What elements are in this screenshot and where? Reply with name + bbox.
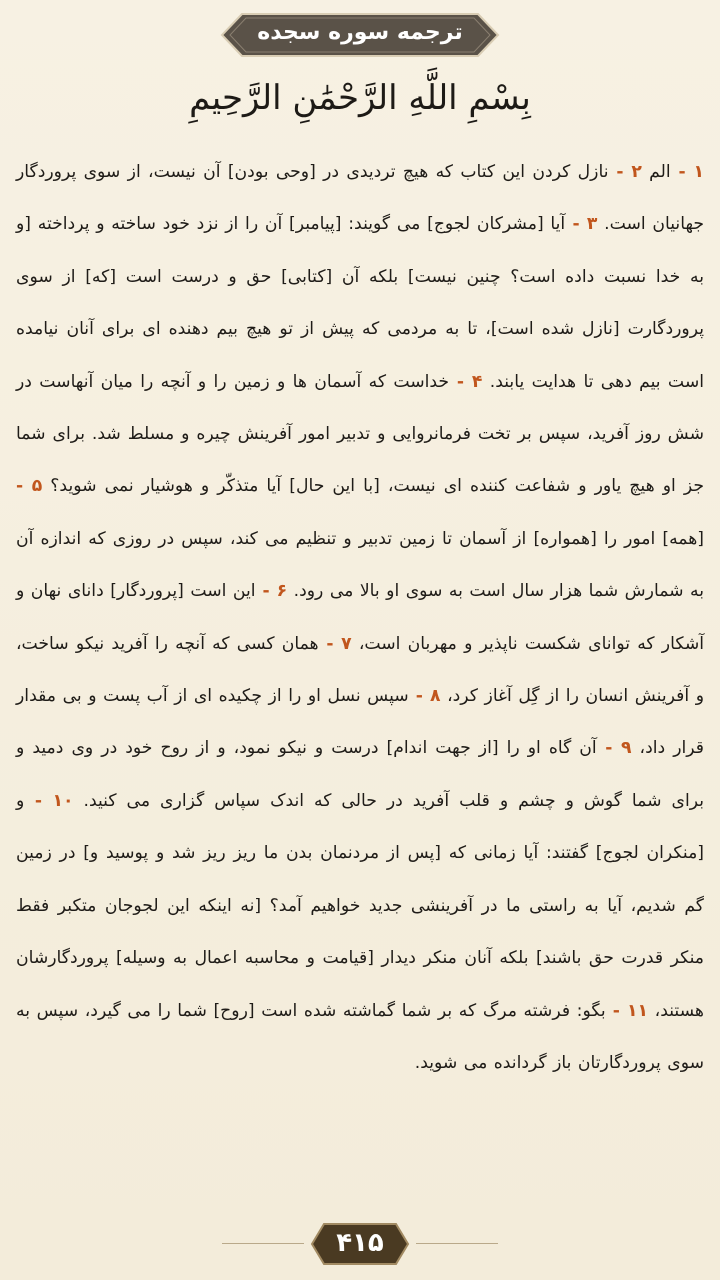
surah-title: ترجمه سوره سجده	[257, 20, 463, 45]
verse-text: آیا [مشرکان لجوج] می گویند: [پیامبر] آن را از نزد خود ساخته و پرداخته [و به خدا نسبت داده است؟ چنین نیست] بلکه آن [کتابی] حق و درست است [که] از سوی پروردگارت [نازل شده است]، تا به مردمی که پیش از تو هیچ بیم دهنده ای برای آنان نیامده است بیم دهی تا هدایت یابند.	[16, 214, 704, 392]
verse-number: ۱۰ -	[24, 790, 74, 811]
page-number: ۴۱۵	[336, 1228, 384, 1258]
verse-number: ۴ -	[449, 371, 483, 392]
verse-text: سپس نسل او را از چکیده ای از آب پست و بی مقدار قرار داد،	[16, 686, 704, 759]
verse-number: ۵ -	[16, 476, 43, 497]
verse-text: و [منکران لجوج] گفتند: آیا زمانی که [پس از مردنمان بدن ما ریز ریز شد و پوسید و] در زمین گم شدیم، آیا به راستی ما در آفرینشی جدید خواهیم آمد؟ [نه اینکه این لجوجان متکبر فقط منکر قدرت حق باشند] بلکه آنان منکر دیدار [قیامت و محاسبه اعمال به وسیله] پروردگارشان هستند،	[16, 790, 704, 1021]
verse-number: ۱ -	[670, 162, 704, 182]
verse-text: آن گاه او را [از جهت اندام] درست و نیکو نمود، و از روح خود در وی دمید و برای شما گوش و چشم و قلب آفرید در حالی که اندک سپاس گزاری می کنید.	[16, 738, 704, 811]
verse-number: ۶ -	[255, 581, 288, 602]
verse-text: [همه] امور را [همواره] از آسمان تا زمین تدبیر و تنظیم می کند، سپس در روزی که اندازه آن به شمارش شما هزار سال است به سوی او بالا می رود.	[16, 528, 705, 602]
footer-line-right	[416, 1243, 498, 1244]
surah-title-banner	[220, 12, 500, 58]
verse-text: این است [پروردگار] دانای نهان و آشکار که توانای شکست ناپذیر و مهربان است،	[16, 581, 704, 654]
verse-number: ۳ -	[565, 214, 598, 235]
verse-number: ۱۱ -	[605, 1000, 649, 1021]
verse-number: ۷ -	[318, 633, 352, 654]
footer-line-left	[222, 1243, 304, 1244]
verse-number: ۸ -	[408, 686, 441, 707]
basmala: بِسْمِ اللَّهِ الرَّحْمَٰنِ الرَّحِيمِ	[189, 78, 531, 118]
translation-text	[16, 146, 704, 1089]
verse-number: ۲ -	[608, 162, 642, 182]
page-footer	[0, 1218, 720, 1270]
verse-text: بگو: فرشته مرگ که بر شما گماشته شده است [روح] شما را می گیرد، سپس به سوی پروردگارتان باز گردانده می شوید.	[16, 1000, 704, 1073]
verse-text: نازل کردن این کتاب که هیچ تردیدی در [وحی بودن] آن نیست، از سوی پروردگار جهانیان است.	[16, 162, 704, 235]
verse-text: خداست که آسمان ها و زمین را و آنچه را میان آنهاست در شش روز آفرید، سپس بر تخت فرمانروایی و تدبیر امور آفرینش چیره و مسلط شد. برای شما جز او هیچ یاور و شفاعت کننده ای نیست، [با این حال] آیا متذکّر و هوشیار نمی شوید؟	[16, 371, 704, 497]
verse-text: الم	[641, 162, 671, 182]
verse-text: همان کسی که آنچه را آفرید نیکو ساخت، و آفرینش انسان را از گِل آغاز کرد،	[16, 633, 704, 707]
verse-number: ۹ -	[596, 738, 632, 759]
